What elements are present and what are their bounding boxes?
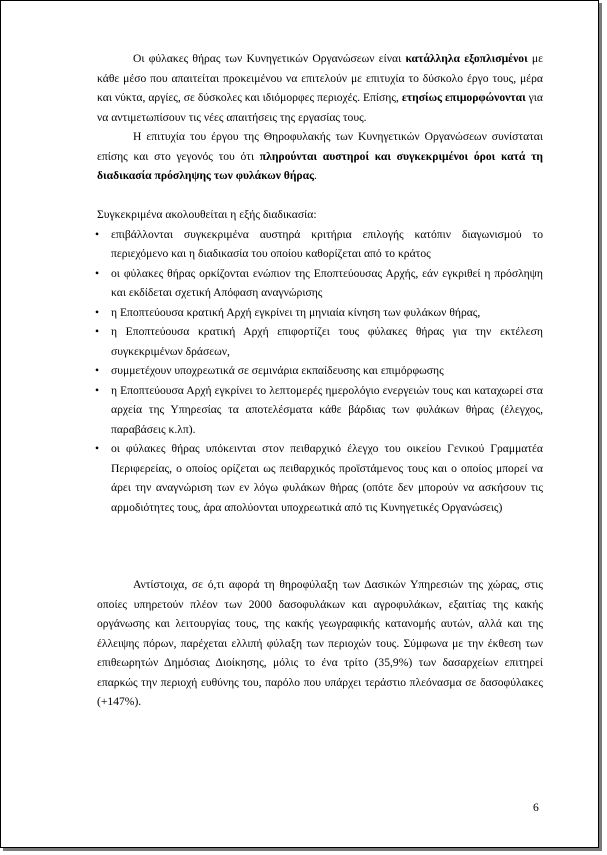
list-item-text: οι φύλακες θήρας ορκίζονται ενώπιον της Εποπτεύουσας Αρχής, εάν εγκριθεί η πρόσληψη και εκδίδεται σχετική Απόφαση αναγνώρισης [111, 266, 543, 299]
spacer [97, 517, 543, 575]
list-item-text: η Εποπτεύουσα κρατική Αρχή εγκρίνει τη μηνιαία κίνηση των φυλάκων θήρας, [111, 305, 481, 319]
list-item-text: οι φύλακες θήρας υπόκεινται στον πειθαρχικό έλεγχο του οικείου Γενικού Γραμματέα Περιφερείας, ο οποίος ορίζεται ως πειθαρχικός προϊστάμενος τους και ο οποίος μπορεί να άρει την αναγνώριση των εν λόγω φυλάκων θήρας (οπότε δεν μπορούν να ασκήσουν τις αρμοδιότητες τους, άρα απολύονται υποχρεωτικά από τις Κυνηγετικές Οργανώσεις) [111, 442, 543, 514]
bullet-icon: • [95, 383, 100, 397]
paragraph-recruitment [97, 127, 543, 186]
bold-phrase: ετησίως επιμορφώνονται [401, 91, 526, 104]
list-item-text: η Εποπτεύουσα κρατική Αρχή επιφορτίζει τους φύλακες θήρας για την εκτέλεση συγκεκριμένων δράσεων, [111, 325, 543, 358]
list-item [97, 381, 543, 440]
paragraph-text: . [314, 169, 317, 182]
list-item [97, 361, 543, 381]
paragraph-text: με κάθε μέσο που απαιτείται προκειμένου να επιτελούν με επιτυχία το δύσκολο έργο τους, μέρα και νύκτα, αργίες, σε δύσκολες και ιδιόμορφες περιοχές. Επίσης, [97, 52, 544, 104]
list-item-text: επιβάλλονται συγκεκριμένα αυστηρά κριτήρια επιλογής κατόπιν διαγωνισμού το περιεχόμενο και η διαδικασία του οποίου καθορίζεται από το κράτος [111, 227, 543, 260]
bullet-icon: • [95, 266, 100, 280]
bold-phrase: κατάλληλα εξοπλισμένοι [405, 52, 528, 65]
bullet-icon: • [95, 227, 100, 241]
procedure-list [97, 225, 543, 518]
bullet-icon: • [95, 305, 100, 319]
list-intro: Συγκεκριμένα ακολουθείται η εξής διαδικασία: [97, 208, 317, 221]
list-item [97, 439, 543, 517]
list-item [97, 303, 543, 323]
bullet-icon: • [95, 325, 100, 338]
page-content [97, 49, 543, 712]
bullet-icon: • [95, 442, 100, 455]
bold-phrase: πληρούνται αυστηροί και συγκεκριμένοι όροι κατά τη διαδικασία πρόσληψης των φυλάκων θήρας [97, 149, 543, 182]
list-item [97, 264, 543, 303]
list-item [97, 225, 543, 264]
paragraph-text: για να αντιμετωπίσουν τις νέες απαιτήσεις της εργασίας τους. [97, 91, 543, 124]
page-number: 6 [533, 801, 539, 814]
list-item-text: η Εποπτεύουσα Αρχή εγκρίνει το λεπτομερές ημερολόγιο ενεργειών τους και καταχωρεί στα αρχεία της Υπηρεσίας τα αποτελέσματα κάθε βάρδιας των φυλάκων θήρας (έλεγχος, παραβάσεις κ.λπ). [111, 383, 543, 436]
paragraph-equipment [97, 49, 543, 127]
spacer [97, 186, 543, 206]
list-item [97, 322, 543, 361]
bullet-icon: • [95, 364, 100, 377]
paragraph-forest-service: Αντίστοιχα, σε ό,τι αφορά τη θηροφύλαξη των Δασικών Υπηρεσιών της χώρας, στις οποίες υπηρετούν πλέον των 2000 δασοφυλάκων και αγροφυλάκων, εξαιτίας της κακής οργάνωσης και λειτουργίας τους, της κακής γεωγραφικής κατανομής αυτών, αλλά και της έλλειψης πόρων, παρέχεται ελλιπή φύλαξη των περιοχών τους. Σύμφωνα με την έκθεση των επιθεωρητών Δημόσιας Διοίκησης, μόλις το ένα τρίτο (35,9%) των δασαρχείων επιτηρεί επαρκώς την περιοχή ευθύνης του, παρόλο που υπάρχει τεράστιο πλεόνασμα σε δασοφύλακες (+147%). [97, 578, 543, 708]
paragraph-text: Οι φύλακες θήρας των Κυνηγετικών Οργανώσεων είναι [133, 52, 406, 65]
paragraph-text: Η επιτυχία του έργου της Θηροφυλακής των Κυνηγετικών Οργανώσεων συνίσταται επίσης και στο γεγονός του ότι [97, 130, 543, 163]
list-item-text: συμμετέχουν υποχρεωτικά σε σεμινάρια εκπαίδευσης και επιμόρφωσης [111, 364, 444, 377]
